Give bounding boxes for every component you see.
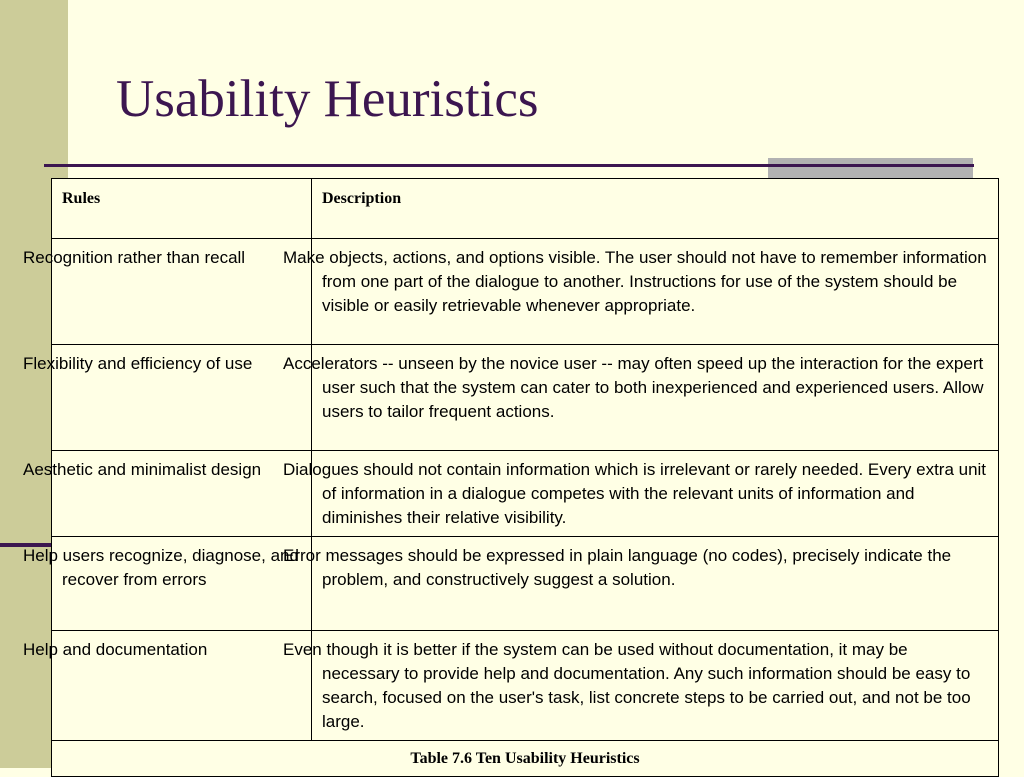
title-underline-rule — [44, 164, 974, 167]
table-caption: Table 7.6 Ten Usability Heuristics — [52, 741, 999, 777]
description-cell: Dialogues should not contain information which is irrelevant or rarely needed. Every extra unit of information in a dialogue competes with the relevant units of information and diminishes their relative visibility. — [312, 451, 999, 537]
description-cell: Even though it is better if the system can be used without documentation, it may be necessary to provide help and documentation. Any such information should be easy to search, focused on the user's task, list concrete steps to be carried out, and not be too large. — [312, 631, 999, 741]
table-row — [52, 239, 999, 345]
title-rule-accent-block — [768, 158, 973, 178]
rule-cell: Help users recognize, diagnose, and recover from errors — [52, 537, 312, 631]
header-description: Description — [312, 179, 999, 239]
heuristics-table — [23, 178, 999, 777]
header-rules: Rules — [52, 179, 312, 239]
description-cell: Error messages should be expressed in plain language (no codes), precisely indicate the problem, and constructively suggest a solution. — [312, 537, 999, 631]
table-caption-row — [52, 741, 999, 777]
description-cell: Accelerators -- unseen by the novice user -- may often speed up the interaction for the expert user such that the system can cater to both inexperienced and experienced users. Allow users to tailor frequent actions. — [312, 345, 999, 451]
description-cell: Make objects, actions, and options visible. The user should not have to remember information from one part of the dialogue to another. Instructions for use of the system should be visible or easily retrievable whenever appropriate. — [312, 239, 999, 345]
table-row — [52, 451, 999, 537]
slide-title: Usability Heuristics — [116, 70, 539, 128]
table-row — [52, 537, 999, 631]
table-row — [52, 631, 999, 741]
rule-cell: Flexibility and efficiency of use — [52, 345, 312, 451]
rule-cell: Recognition rather than recall — [52, 239, 312, 345]
rule-cell: Help and documentation — [52, 631, 312, 741]
table-row — [52, 345, 999, 451]
table-header-row — [52, 179, 999, 239]
rule-cell: Aesthetic and minimalist design — [52, 451, 312, 537]
